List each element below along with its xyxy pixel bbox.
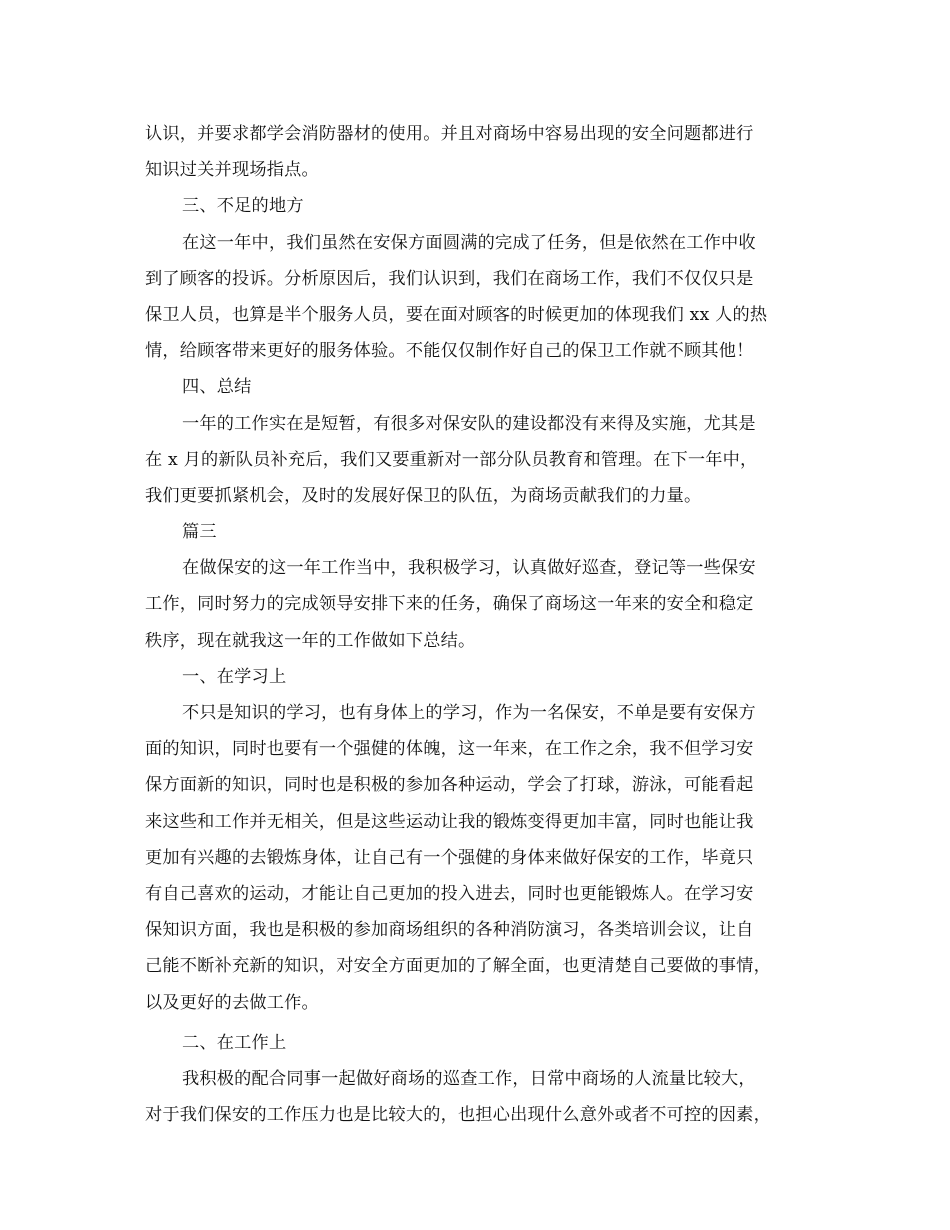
text-line: 来这些和工作并无相关，但是这些运动让我的锻炼变得更加丰富，同时也能让我 [145,811,754,832]
text-line: 保方面新的知识，同时也是积极的参加各种运动，学会了打球，游泳，可能看起 [145,775,754,796]
text-line: 一年的工作实在是短暂，有很多对保安队的建设都没有来得及实施，尤其是 [182,413,756,434]
text-line: 对于我们保安的工作压力也是比较大的，也担心出现什么意外或者不可控的因素， [145,1105,771,1126]
text-line: 工作，同时努力的完成领导安排下来的任务，确保了商场这一年来的安全和稳定 [145,594,754,615]
section-heading: 二、在工作上 [182,1032,287,1053]
text-line: 在 x 月的新队员补充后，我们又要重新对一部分队员教育和管理。在下一年中， [145,449,758,470]
text-line: 知识过关并现场指点。 [145,160,319,181]
document-page [145,116,810,1133]
text-line: 己能不断补充新的知识，对安全方面更加的了解全面，也更清楚自己要做的事情， [145,956,771,977]
text-line: 以及更好的去做工作。 [145,992,319,1013]
text-line: 保卫人员，也算是半个服务人员，要在面对顾客的时候更加的体现我们 xx 人的热 [145,304,768,325]
text-line: 认识，并要求都学会消防器材的使用。并且对商场中容易出现的安全问题都进行 [145,124,754,144]
text-line: 我们更要抓紧机会，及时的发展好保卫的队伍，为商场贡献我们的力量。 [145,485,702,506]
text-line: 在做保安的这一年工作当中，我积极学习，认真做好巡查，登记等一些保安 [182,558,756,579]
section-heading: 一、在学习上 [182,666,287,687]
section-heading: 篇三 [182,522,217,543]
text-line: 不只是知识的学习，也有身体上的学习，作为一名保安，不单是要有安保方 [182,703,756,723]
text-line: 我积极的配合同事一起做好商场的巡查工作，日常中商场的人流量比较大， [182,1068,756,1089]
text-line: 到了顾客的投诉。分析原因后，我们认识到，我们在商场工作，我们不仅仅只是 [145,268,754,289]
text-line: 更加有兴趣的去锻炼身体，让自己有一个强健的身体来做好保安的工作，毕竟只 [145,847,754,868]
text-line: 有自己喜欢的运动，才能让自己更加的投入进去，同时也更能锻炼人。在学习安 [145,883,754,904]
section-heading: 三、不足的地方 [182,196,304,217]
text-line: 情，给顾客带来更好的服务体验。不能仅仅制作好自己的保卫工作就不顾其他！ [145,341,754,362]
text-line: 面的知识，同时也要有一个强健的体魄，这一年来，在工作之余，我不但学习安 [145,739,754,760]
section-heading: 四、总结 [182,377,252,398]
text-line: 保知识方面，我也是积极的参加商场组织的各种消防演习，各类培训会议，让自 [145,920,754,941]
text-line: 秩序，现在就我这一年的工作做如下总结。 [145,630,476,651]
text-line: 在这一年中，我们虽然在安保方面圆满的完成了任务，但是依然在工作中收 [182,232,756,253]
